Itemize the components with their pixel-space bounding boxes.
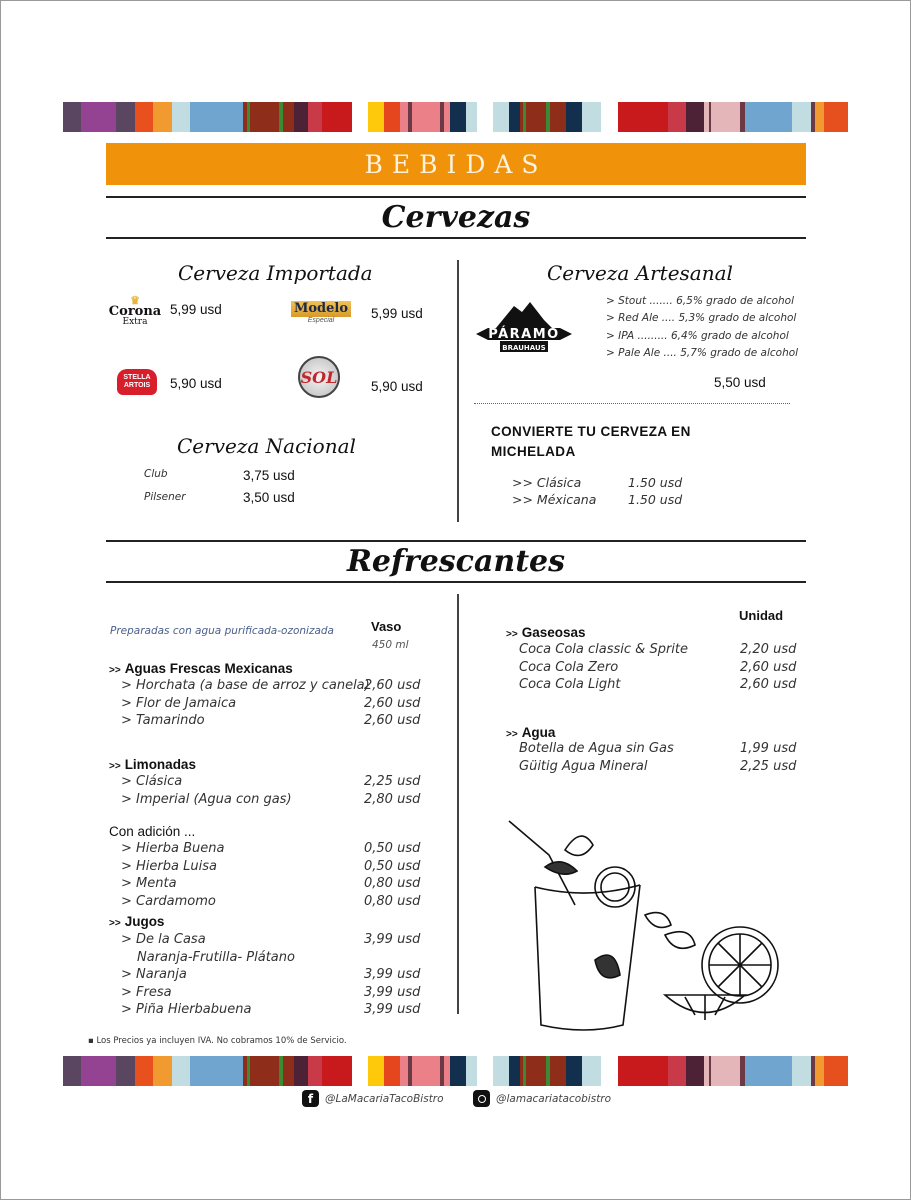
double-chevron-icon: >> <box>109 761 121 772</box>
stripe-segment <box>686 1056 704 1086</box>
category-label: Con adición ... <box>109 824 196 839</box>
paramo-logo <box>474 298 574 356</box>
logo-text: STELLA <box>123 374 151 381</box>
facebook-icon: f <box>302 1090 319 1107</box>
mountain-icon <box>474 298 574 356</box>
menu-item-name: > Piña Hierbabuena <box>121 1002 252 1017</box>
beer-name: Club <box>144 468 168 480</box>
stripe-segment <box>384 102 400 132</box>
stripe-segment <box>190 102 243 132</box>
beer-price: 3,50 usd <box>243 490 295 505</box>
footnote-text: Los Precios ya incluyen IVA. No cobramos 10% de Servicio. <box>96 1036 347 1046</box>
beer-price: 3,75 usd <box>243 468 295 483</box>
dotted-divider <box>474 403 790 404</box>
bebidas-banner <box>106 143 806 185</box>
stripe-segment <box>668 102 686 132</box>
michelada-title <box>491 422 691 462</box>
stripe-segment <box>493 102 509 132</box>
stripe-segment <box>509 102 519 132</box>
stripe-segment <box>566 102 582 132</box>
price-corona: 5,99 usd <box>170 302 222 317</box>
column-divider <box>457 594 459 1014</box>
svg-text:PÁRAMO: PÁRAMO <box>488 327 560 342</box>
stripe-segment <box>745 102 793 132</box>
menu-item-price: 3,99 usd <box>364 932 421 947</box>
stripe-segment <box>711 1056 740 1086</box>
logo-text: SOL <box>300 367 338 387</box>
menu-item-name: > Tamarindo <box>121 713 205 728</box>
menu-item-name: > Menta <box>121 876 177 891</box>
stripe-segment <box>322 1056 352 1086</box>
stripe-segment <box>172 1056 190 1086</box>
divider <box>106 237 806 239</box>
item-name: >> Clásica <box>512 475 582 490</box>
menu-item-price: 3,99 usd <box>364 967 421 982</box>
stripe-segment <box>368 102 384 132</box>
stripe-segment <box>450 102 466 132</box>
stripe-segment <box>550 1056 566 1086</box>
menu-item-price: 2,60 usd <box>740 659 797 675</box>
menu-item-name: > Hierba Buena <box>121 841 225 856</box>
logo-subtext: ARTOIS <box>123 382 151 389</box>
beer-name: Pilsener <box>144 491 186 503</box>
stripe-segment <box>412 1056 440 1086</box>
banner-title: BEBIDAS <box>364 149 548 179</box>
bullet-icon: ▪ <box>88 1036 97 1046</box>
modelo-logo <box>291 297 351 327</box>
craft-beer-item: > Pale Ale .... 5,7% grado de alcohol <box>606 347 799 359</box>
stripe-segment <box>81 1056 116 1086</box>
price-sol: 5,90 usd <box>371 379 423 394</box>
stripe-segment <box>283 1056 295 1086</box>
logo-text: Corona <box>108 303 162 319</box>
menu-item-price: 3,99 usd <box>364 1002 421 1017</box>
category-label: Agua <box>521 725 556 740</box>
stripe-segment <box>250 102 279 132</box>
category-title <box>506 625 585 640</box>
column-divider <box>457 260 459 522</box>
menu-item-name: > Flor de Jamaica <box>121 695 237 711</box>
stripe-segment <box>450 1056 466 1086</box>
stripe-segment <box>283 102 295 132</box>
instagram-icon <box>473 1090 490 1107</box>
stripe-segment <box>153 1056 171 1086</box>
decorative-stripe <box>368 102 477 132</box>
menu-item-name: > Horchata (a base de arroz y canela) <box>121 678 370 693</box>
menu-item-name: > Clásica <box>121 774 183 789</box>
subsection-title-artesanal: Cerveza Artesanal <box>547 261 733 285</box>
crown-icon: ♛ <box>130 293 140 307</box>
decorative-stripe <box>63 102 352 132</box>
lemon-slice-icon <box>595 867 635 907</box>
menu-item-name: > De la Casa <box>121 932 206 947</box>
category-title <box>109 661 293 676</box>
subsection-title-importada: Cerveza Importada <box>178 261 373 285</box>
subsection-title-nacional: Cerveza Nacional <box>177 434 356 458</box>
footnote <box>88 1036 347 1046</box>
logo-subtext: Especial <box>307 316 335 324</box>
double-chevron-icon: >> <box>109 665 121 676</box>
stripe-segment <box>582 102 601 132</box>
menu-item-name: Coca Cola Zero <box>519 659 619 675</box>
stripe-segment <box>792 1056 810 1086</box>
logo-subtext: Extra <box>122 316 148 327</box>
menu-item-price: 0,50 usd <box>364 841 421 856</box>
menu-item-price: 2,20 usd <box>740 642 797 657</box>
section-title-cervezas: Cervezas <box>381 200 531 235</box>
stripe-segment <box>63 102 81 132</box>
category-title <box>109 914 164 929</box>
menu-item-price: 2,60 usd <box>740 677 797 692</box>
michelada-item <box>512 492 682 507</box>
decorative-stripe <box>618 102 848 132</box>
menu-item-price: 1,99 usd <box>740 741 797 756</box>
menu-item-price: 2,80 usd <box>364 791 421 807</box>
stripe-segment <box>153 102 171 132</box>
category-title <box>109 757 196 772</box>
craft-beer-item: > Red Ale .... 5,3% grado de alcohol <box>606 312 797 324</box>
craft-beer-price: 5,50 usd <box>714 375 766 390</box>
stripe-segment <box>566 1056 582 1086</box>
stripe-segment <box>135 102 153 132</box>
stripe-segment <box>668 1056 686 1086</box>
divider <box>106 196 806 198</box>
stripe-segment <box>116 1056 134 1086</box>
menu-item-price: 2,60 usd <box>364 713 421 728</box>
column-header-unidad: Unidad <box>739 608 784 623</box>
stripe-segment <box>509 1056 519 1086</box>
category-label: Aguas Frescas Mexicanas <box>124 661 293 676</box>
michelada-title-line: CONVIERTE TU CERVEZA EN <box>491 424 691 439</box>
michelada-item <box>512 475 682 490</box>
stripe-segment <box>824 102 848 132</box>
stella-artois-logo <box>117 369 157 395</box>
facebook-link[interactable] <box>302 1090 444 1107</box>
menu-item-name: Botella de Agua sin Gas <box>519 741 674 756</box>
svg-text:BRAUHAUS: BRAUHAUS <box>502 344 546 352</box>
menu-item-name: > Imperial (Agua con gas) <box>121 791 292 807</box>
menu-item-price: 0,50 usd <box>364 858 421 874</box>
menu-item-price: 2,25 usd <box>740 758 797 774</box>
stripe-segment <box>294 1056 308 1086</box>
decorative-stripe <box>493 1056 601 1086</box>
stripe-segment <box>190 1056 243 1086</box>
lemon-half-icon <box>665 927 778 1020</box>
stripe-segment <box>384 1056 400 1086</box>
instagram-link[interactable] <box>473 1090 611 1107</box>
double-chevron-icon: >> <box>506 729 518 740</box>
cocktail-illustration <box>505 815 785 1040</box>
stripe-segment <box>711 102 740 132</box>
stripe-segment <box>792 102 810 132</box>
stripe-segment <box>582 1056 601 1086</box>
michelada-title-line: MICHELADA <box>491 444 576 459</box>
sol-logo <box>298 356 340 398</box>
stripe-segment <box>686 102 704 132</box>
category-label: Gaseosas <box>521 625 586 640</box>
logo-text: Modelo <box>291 301 351 317</box>
craft-beer-item: > Stout ....... 6,5% grado de alcohol <box>606 295 795 307</box>
menu-item-name: > Hierba Luisa <box>121 858 217 874</box>
instagram-handle: @lamacariatacobistro <box>496 1092 612 1105</box>
category-label: Jugos <box>124 914 165 929</box>
section-title-refrescantes: Refrescantes <box>346 544 566 579</box>
stripe-segment <box>618 102 668 132</box>
stripe-segment <box>294 102 308 132</box>
item-name: >> Méxicana <box>512 492 597 507</box>
menu-item-name: Coca Cola classic & Sprite <box>519 642 689 657</box>
decorative-stripe <box>63 1056 352 1086</box>
stripe-segment <box>815 102 824 132</box>
item-price: 1.50 usd <box>628 475 683 490</box>
stripe-segment <box>368 1056 384 1086</box>
menu-item-price: 0,80 usd <box>364 893 421 909</box>
menu-item-name: > Naranja <box>121 967 187 982</box>
category-title <box>506 725 555 740</box>
stripe-segment <box>526 1056 547 1086</box>
stripe-segment <box>308 102 322 132</box>
double-chevron-icon: >> <box>506 629 518 640</box>
price-modelo: 5,99 usd <box>371 306 423 321</box>
vaso-size: 450 ml <box>372 639 409 651</box>
stripe-segment <box>493 1056 509 1086</box>
stripe-segment <box>466 102 477 132</box>
stripe-segment <box>526 102 547 132</box>
column-header-vaso: Vaso <box>371 619 402 634</box>
stripe-segment <box>63 1056 81 1086</box>
menu-item-name: Naranja-Frutilla- Plátano <box>137 949 295 965</box>
menu-item-price: 3,99 usd <box>364 984 421 1000</box>
divider <box>106 540 806 542</box>
menu-item-name: Coca Cola Light <box>519 677 621 692</box>
stripe-segment <box>618 1056 668 1086</box>
stripe-segment <box>400 1056 408 1086</box>
menu-item-name: > Cardamomo <box>121 893 216 909</box>
stripe-segment <box>116 102 134 132</box>
decorative-stripe <box>493 102 601 132</box>
stripe-segment <box>466 1056 477 1086</box>
menu-item-price: 0,80 usd <box>364 876 421 891</box>
stripe-segment <box>81 102 116 132</box>
item-price: 1.50 usd <box>628 492 683 507</box>
stripe-segment <box>322 102 352 132</box>
stripe-segment <box>135 1056 153 1086</box>
stripe-segment <box>412 102 440 132</box>
divider <box>106 581 806 583</box>
decorative-stripe <box>368 1056 477 1086</box>
decorative-stripe <box>618 1056 848 1086</box>
stripe-segment <box>815 1056 824 1086</box>
category-label: Limonadas <box>124 757 196 772</box>
stripe-segment <box>308 1056 322 1086</box>
menu-item-name: > Fresa <box>121 984 172 1000</box>
stripe-segment <box>172 102 190 132</box>
category-title <box>109 824 195 839</box>
craft-beer-item: > IPA ......... 6,4% grado de alcohol <box>606 330 789 342</box>
facebook-handle: @LaMacariaTacoBistro <box>325 1092 444 1105</box>
menu-item-price: 2,25 usd <box>364 774 421 789</box>
menu-item-price: 2,60 usd <box>364 695 421 711</box>
water-note: Preparadas con agua purificada-ozonizada <box>110 625 334 637</box>
stripe-segment <box>250 1056 279 1086</box>
menu-item-price: 2,60 usd <box>364 678 421 693</box>
price-stella: 5,90 usd <box>170 376 222 391</box>
corona-logo <box>110 294 160 328</box>
stripe-segment <box>824 1056 848 1086</box>
stripe-segment <box>550 102 566 132</box>
stripe-segment <box>745 1056 793 1086</box>
glass-icon <box>535 885 640 1030</box>
double-chevron-icon: >> <box>109 918 121 929</box>
menu-item-name: Güitig Agua Mineral <box>519 758 648 774</box>
stripe-segment <box>400 102 408 132</box>
